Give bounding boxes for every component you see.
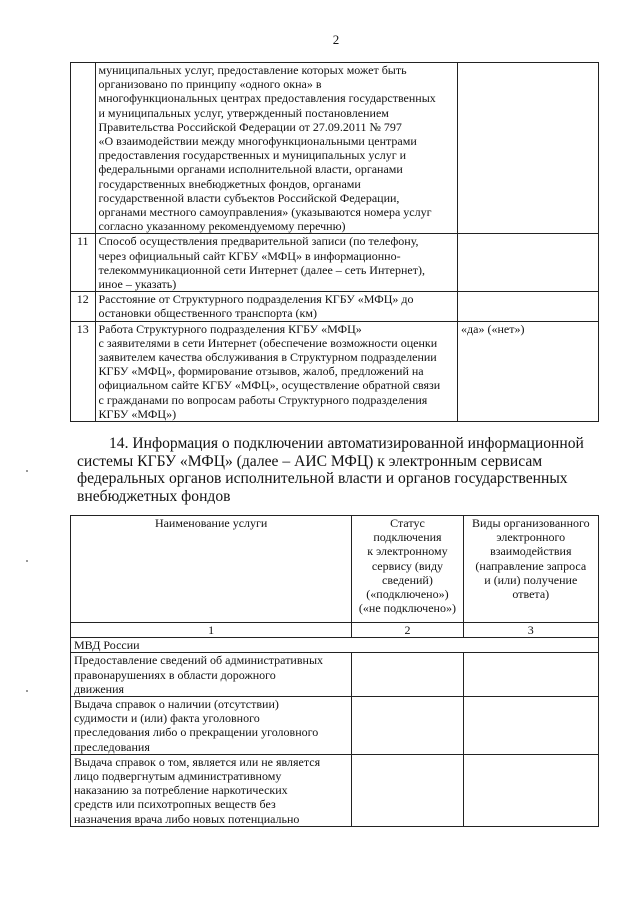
service-info-table	[70, 62, 599, 422]
status-cell	[352, 754, 463, 826]
row-number: 11	[71, 234, 96, 292]
status-cell	[352, 653, 463, 697]
row-value: «да» («нет»)	[458, 321, 599, 421]
table-row	[71, 63, 599, 234]
margin-mark	[26, 470, 28, 472]
margin-mark	[26, 690, 28, 692]
service-name: Предоставление сведений об административных правонарушениях в области дорожного движения	[71, 653, 352, 697]
group-label: МВД России	[71, 638, 599, 653]
header-status: Статус подключения к электронному сервису (виду сведений) («подключено») («не подключено»)	[352, 516, 463, 623]
connection-table	[70, 515, 599, 827]
row-description: Расстояние от Структурного подразделения КГБУ «МФЦ» до остановки общественного транспорта (км)	[95, 292, 458, 321]
header-interaction-types: Виды организованного электронного взаимодействия (направление запроса и (или) получение ответа)	[463, 516, 598, 623]
types-cell	[463, 697, 598, 755]
row-value	[458, 63, 599, 234]
status-cell	[352, 697, 463, 755]
table-row	[71, 754, 599, 826]
page-number: 2	[332, 32, 340, 47]
row-value	[458, 234, 599, 292]
table-row	[71, 653, 599, 697]
row-description: Работа Структурного подразделения КГБУ «МФЦ» с заявителями в сети Интернет (обеспечение возможности оценки заявителем качества обслуживания в Структурном подразделении КГБУ «МФЦ», формирование отзывов, жалоб, предложений на официальном сайте КГБУ «МФЦ», осуществление обратной связи с гражданами по вопросам работы Структурного подразделения КГБУ «МФЦ»)	[95, 321, 458, 421]
margin-mark	[26, 560, 28, 562]
types-cell	[463, 653, 598, 697]
column-number: 1	[71, 623, 352, 638]
table-row	[71, 292, 599, 321]
row-number	[71, 63, 96, 234]
row-description: муниципальных услуг, предоставление которых может быть организовано по принципу «одного окна» в многофункциональных центрах предоставления государственных и муниципальных услуг, утвержденный постановлением Правительства Российской Федерации от 27.09.2011 № 797 «О взаимодействии между многофункциональными центрами предоставления государственных и муниципальных услуг и федеральными органами исполнительной власти, органами государственных внебюджетных фондов, органами государственной власти субъектов Российской Федерации, органами местного самоуправления» (указываются номера услуг согласно указанному рекомендуемому перечню)	[95, 63, 458, 234]
types-cell	[463, 754, 598, 826]
row-value	[458, 292, 599, 321]
table-row	[71, 697, 599, 755]
column-number-row	[71, 623, 599, 638]
service-name: Выдача справок о том, является или не является лицо подвергнутым административному наказанию за потребление наркотических средств или психотропных веществ без назначения врача либо новых потенциально	[71, 754, 352, 826]
section-heading: 14. Информация о подключении автоматизированной информационной системы КГБУ «МФЦ» (далее – АИС МФЦ) к электронным сервисам федеральных органов исполнительной власти и органов государственных внебюджетных фондов	[77, 435, 584, 505]
row-number: 12	[71, 292, 96, 321]
column-number: 2	[352, 623, 463, 638]
row-description: Способ осуществления предварительной записи (по телефону, через официальный сайт КГБУ «МФЦ» в информационно- телекоммуникационной сети Интернет (далее – сеть Интернет), иное – указать)	[95, 234, 458, 292]
service-name: Выдача справок о наличии (отсутствии) судимости и (или) факта уголовного преследования либо о прекращении уголовного преследования	[71, 697, 352, 755]
group-row	[71, 638, 599, 653]
column-number: 3	[463, 623, 598, 638]
header-service-name: Наименование услуги	[71, 516, 352, 623]
header-row	[71, 516, 599, 623]
row-number: 13	[71, 321, 96, 421]
table-row	[71, 321, 599, 421]
table-row	[71, 234, 599, 292]
